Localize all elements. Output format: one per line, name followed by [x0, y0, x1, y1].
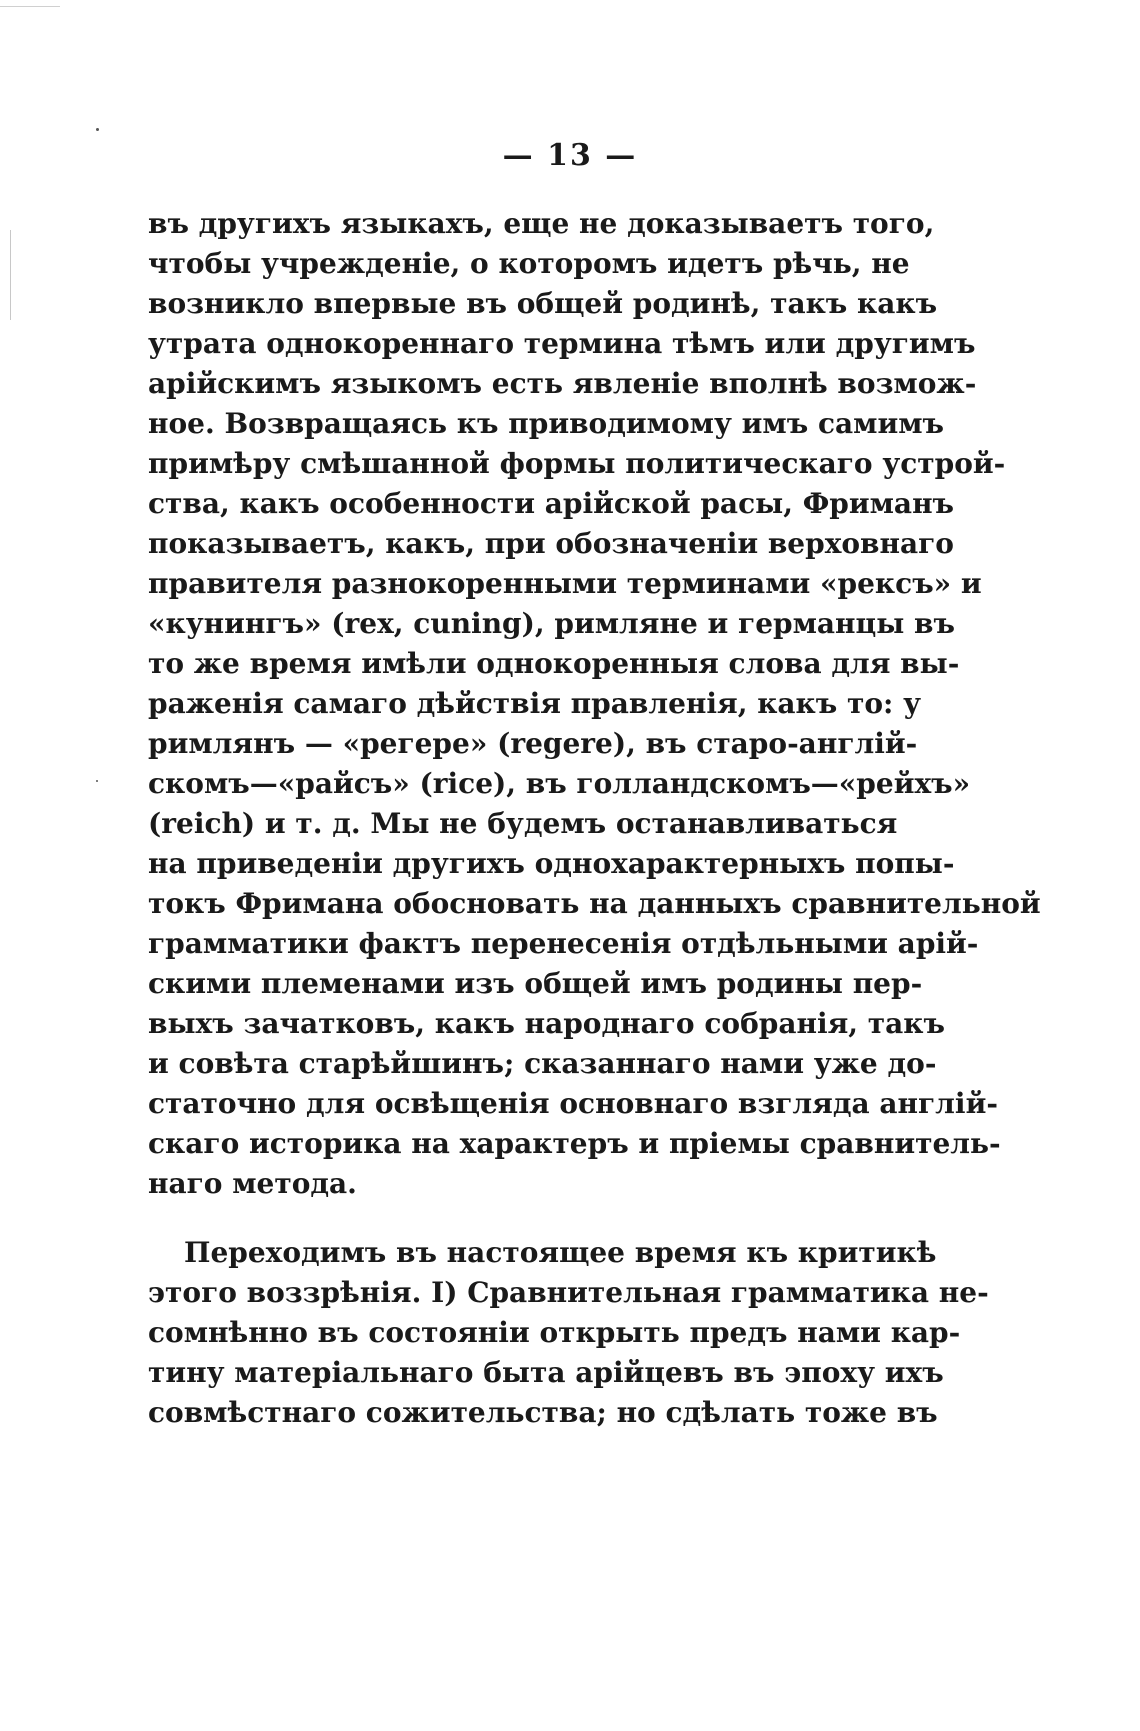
text-line: скаго историка на характеръ и пріемы сравнитель- [148, 1127, 1001, 1160]
scan-margin-line [10, 230, 11, 320]
text-line: показываетъ, какъ, при обозначеніи верховнаго [148, 527, 954, 560]
text-line: Переходимъ въ настоящее время къ критикѣ [184, 1236, 937, 1269]
paragraph [148, 204, 1041, 1204]
text-line: скими племенами изъ общей имъ родины пер- [148, 967, 923, 1000]
text-line: статочно для освѣщенія основнаго взгляда англій- [148, 1087, 998, 1120]
text-line: раженія самаго дѣйствія правленія, какъ то: у [148, 687, 922, 720]
paragraph-gap [148, 1204, 892, 1233]
scan-speck [96, 128, 99, 131]
text-line: ства, какъ особенности арійской расы, Фриманъ [148, 487, 955, 520]
text-line: примѣру смѣшанной формы политическаго устрой- [148, 447, 1006, 480]
text-line: правителя разнокоренными терминами «рексъ» и [148, 567, 982, 600]
text-line: возникло впервые въ общей родинѣ, такъ какъ [148, 287, 938, 320]
text-line: въ другихъ языкахъ, еще не доказываетъ того, [148, 207, 935, 240]
text-line: скомъ—«райсъ» (rice), въ голландскомъ—«рейхъ» [148, 767, 971, 800]
text-line: «кунингъ» (rex, cuning), римляне и германцы въ [148, 607, 955, 640]
text-line: римлянъ — «регере» (regere), въ старо-англій- [148, 727, 918, 760]
page-number: — 13 — [502, 138, 638, 173]
body-text [148, 204, 1041, 1433]
text-line: утрата однокореннаго термина тѣмъ или другимъ [148, 327, 976, 360]
text-line: (reich) и т. д. Мы не будемъ останавливаться [148, 807, 898, 840]
text-line: арійскимъ языкомъ есть явленіе вполнѣ возмож- [148, 367, 977, 400]
text-line: и совѣта старѣйшинъ; сказаннаго нами уже до- [148, 1047, 937, 1080]
text-line: тину матеріальнаго быта арійцевъ въ эпоху ихъ [148, 1356, 944, 1389]
text-line: чтобы учрежденіе, о которомъ идетъ рѣчь, не [148, 247, 910, 280]
scan-edge-mark [0, 6, 60, 7]
text-line: совмѣстнаго сожительства; но сдѣлать тоже въ [148, 1396, 938, 1429]
scan-speck [96, 780, 98, 782]
text-line: ное. Возвращаясь къ приводимому имъ самимъ [148, 407, 945, 440]
text-line: то же время имѣли однокоренныя слова для вы- [148, 647, 960, 680]
text-line: токъ Фримана обосновать на данныхъ сравнительной [148, 887, 1041, 920]
text-line: грамматики фактъ перенесенія отдѣльными арій- [148, 927, 979, 960]
text-line: сомнѣнно въ состояніи открыть предъ нами кар- [148, 1316, 961, 1349]
text-line: наго метода. [148, 1167, 357, 1200]
text-line: выхъ зачатковъ, какъ народнаго собранія, такъ [148, 1007, 945, 1040]
text-line: на приведеніи другихъ однохарактерныхъ попы- [148, 847, 955, 880]
paragraph [148, 1233, 989, 1433]
text-line: этого воззрѣнія. I) Сравнительная грамматика не- [148, 1276, 989, 1309]
